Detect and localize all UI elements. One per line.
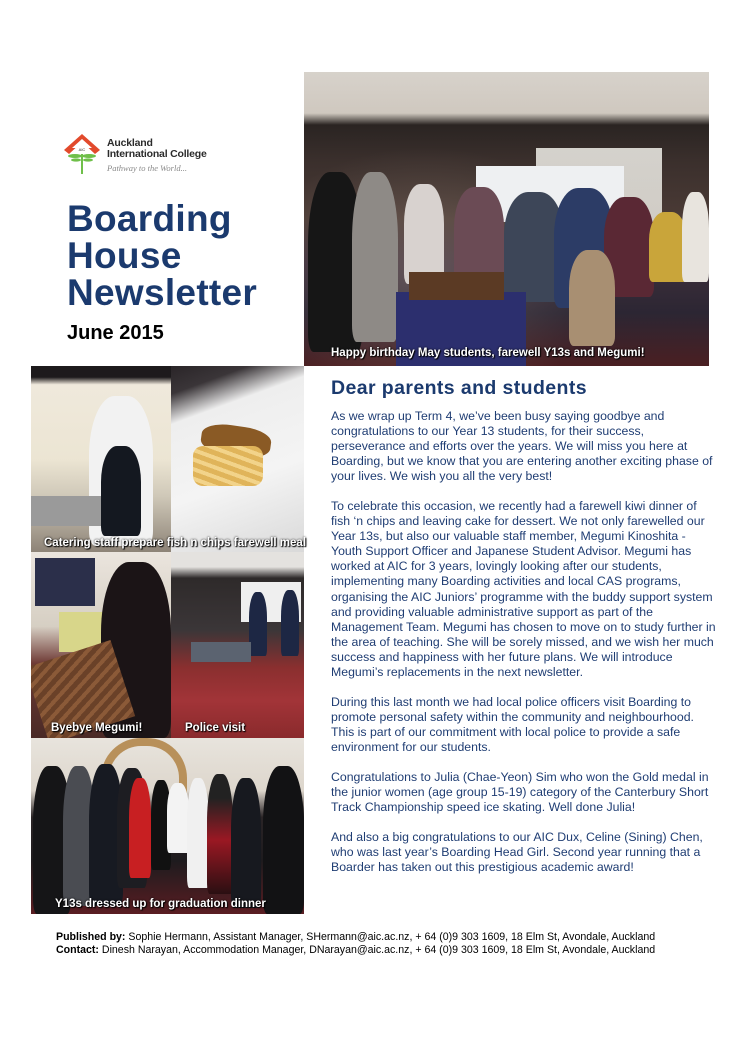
college-name: Auckland International College — [107, 137, 207, 160]
college-tagline: Pathway to the World... — [107, 163, 187, 173]
published-by-line: Published by: Sophie Hermann, Assistant Manager, SHermann@aic.ac.nz, + 64 (0)9 303 1609, 18 Elm St, Avondale, Auckland — [56, 931, 656, 943]
newsletter-title: Boarding House Newsletter — [67, 198, 258, 313]
photo-megumi-farewell — [31, 552, 171, 738]
article-paragraph: As we wrap up Term 4, we’ve been busy saying goodbye and congratulations to our Year 13 students, for their success, perseverance and efforts over the years. We will miss you here at Boarding, but we know that you are entering another exciting phase of your lives. We wish you all the very best! — [331, 409, 713, 484]
photo-caption: Catering staff prepare fish n chips farewell meal — [44, 537, 307, 549]
article-heading: Dear parents and students — [331, 377, 587, 399]
svg-text:AIC: AIC — [78, 147, 86, 152]
college-logo — [62, 132, 222, 178]
photo-graduation-dinner — [31, 738, 304, 914]
article-paragraph: Congratulations to Julia (Chae-Yeon) Sim who won the Gold medal in the junior women (age group 15-19) category of the Canterbury Short Track Championship speed ice skating. Well done Julia! — [331, 769, 709, 815]
photo-catering-staff — [31, 366, 171, 552]
newsletter-date: June 2015 — [67, 322, 164, 344]
photo-caption: Byebye Megumi! — [51, 722, 143, 734]
footer-contacts — [56, 931, 655, 956]
photo-caption: Police visit — [185, 722, 246, 734]
contact-line: Contact: Dinesh Narayan, Accommodation Manager, DNarayan@aic.ac.nz, + 64 (0)9 303 1609, 18 Elm St, Avondale, Auckland — [56, 943, 656, 956]
article-paragraph: And also a big congratulations to our AIC Dux, Celine (Sining) Chen, who was last year’s Boarding Head Girl. Second year running that a Boarder has taken out this prestigious academic award! — [331, 830, 703, 875]
article-paragraph: To celebrate this occasion, we recently had a farewell kiwi dinner of fish ‘n chips and leaving cake for dessert. We not only farewelled our Year 13s, but also our valuable staff member, Megumi Kinoshita - Youth Support Officer and Japanese Student Advisor. Megumi has worked at AIC for 3 years, lovingly looking after our students, implementing many Boarding activities and local CAS programs, organising the AIC Juniors’ programme with the buddy support system and providing valuable administrative support as part of the Management Team. Megumi has chosen to move on to study further in the area of teaching. She will be sorely missed, and we wish her much success and happiness with her future plans. We will introduce Megumi’s replacements in the next newsletter. — [331, 499, 716, 679]
article-paragraph: During this last month we had local police officers visit Boarding to promote personal safety within the community and neighbourhood. This is part of our commitment with local police to provide a safe environment for our students. — [331, 694, 694, 754]
photo-caption: Y13s dressed up for graduation dinner — [55, 898, 266, 910]
aic-logo-icon — [62, 132, 102, 176]
article-body — [331, 409, 716, 890]
photo-fish-and-chips — [171, 366, 304, 552]
photo-birthday-group — [304, 72, 709, 366]
photo-police-visit — [171, 552, 304, 738]
photo-caption: Happy birthday May students, farewell Y13s and Megumi! — [331, 347, 645, 359]
